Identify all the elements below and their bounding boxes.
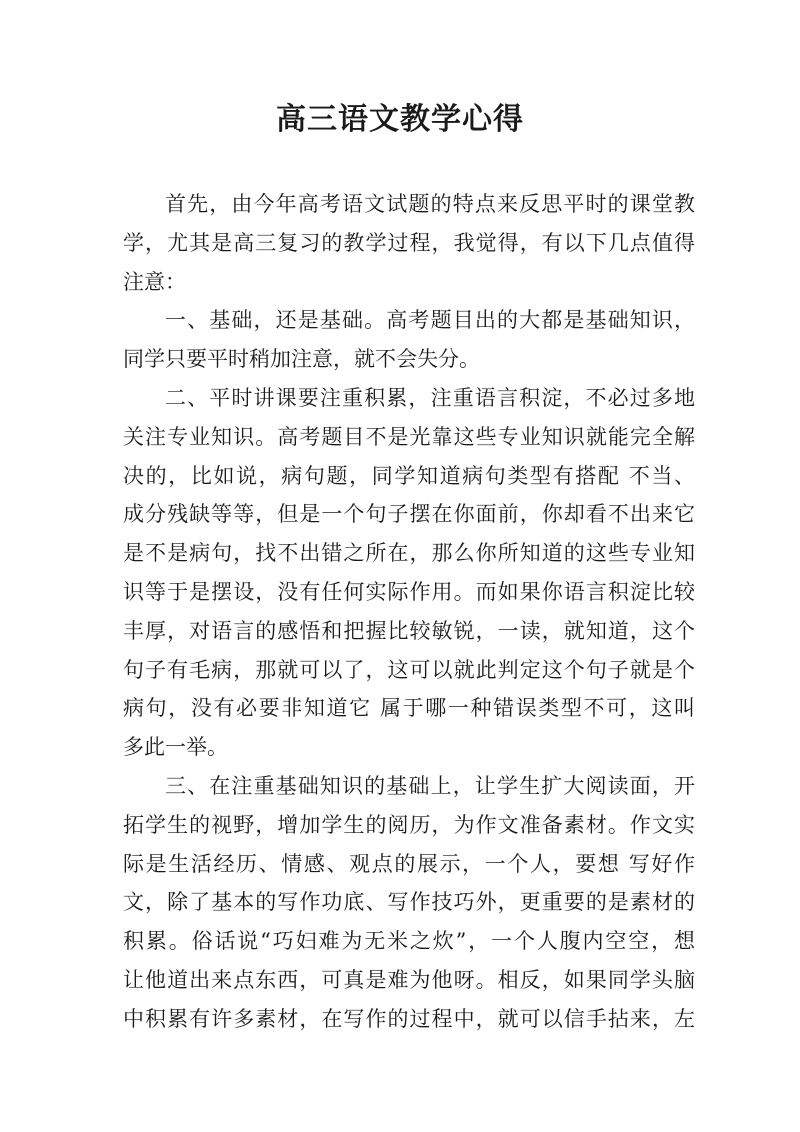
paragraph-line: 三、在注重基础知识的基础上，让学生扩大阅读面，开: [165, 773, 695, 798]
paragraph-line: 病句，没有必要非知道它 属于哪一种错误类型不可，这叫: [123, 696, 695, 721]
paragraph-line: 一、基础，还是基础。高考题目出的大都是基础知识，: [165, 308, 695, 333]
paragraph-line: 拓学生的视野，增加学生的阅历，为作文准备素材。作文实: [123, 812, 695, 837]
paragraph-line: 二、平时讲课要注重积累，注重语言积淀，不必过多地: [165, 385, 695, 410]
paragraph-line: 是不是病句，找不出错之所在，那么你所知道的这些专业知: [123, 541, 695, 566]
paragraph-line: 际是生活经历、情感、观点的展示，一个人，要想 写好作: [123, 851, 695, 876]
paragraph-line: 首先，由今年高考语文试题的特点来反思平时的课堂教: [165, 192, 695, 216]
document-body: [123, 185, 695, 1039]
paragraph-line: 学，尤其是高三复习的教学过程，我觉得，有以下几点值得: [123, 230, 695, 255]
paragraph-line: 同学只要平时稍加注意，就不会失分。: [123, 347, 480, 372]
paragraph-line: 积累。俗话说“巧妇难为无米之炊”，一个人腹内空空，想: [123, 929, 695, 954]
paragraph-line: 注意：: [123, 269, 186, 294]
document-title: 高三语文教学心得: [276, 102, 524, 137]
paragraph-line: 中积累有许多素材，在写作的过程中，就可以信手拈来，左: [123, 1006, 695, 1031]
paragraph-line: 关注专业知识。高考题目不是光靠这些专业知识就能完全解: [123, 424, 695, 449]
paragraph-line: 文，除了基本的写作功底、写作技巧外，更重要的是素材的: [123, 890, 695, 915]
paragraph-line: 让他道出来点东西，可真是难为他呀。相反，如果同学头脑: [123, 967, 695, 992]
paragraph-line: 成分残缺等等，但是一个句子摆在你面前，你却看不出来它: [123, 502, 695, 527]
paragraph-line: 句子有毛病，那就可以了，这可以就此判定这个句子就是个: [123, 657, 695, 682]
paragraph-line: 决的，比如说，病句题，同学知道病句类型有搭配 不当、: [123, 463, 695, 488]
paragraph-line: 识等于是摆设，没有任何实际作用。而如果你语言积淀比较: [123, 579, 695, 604]
paragraph-line: 丰厚，对语言的感悟和把握比较敏锐，一读，就知道，这个: [123, 618, 695, 643]
paragraph-line: 多此一举。: [123, 735, 228, 760]
